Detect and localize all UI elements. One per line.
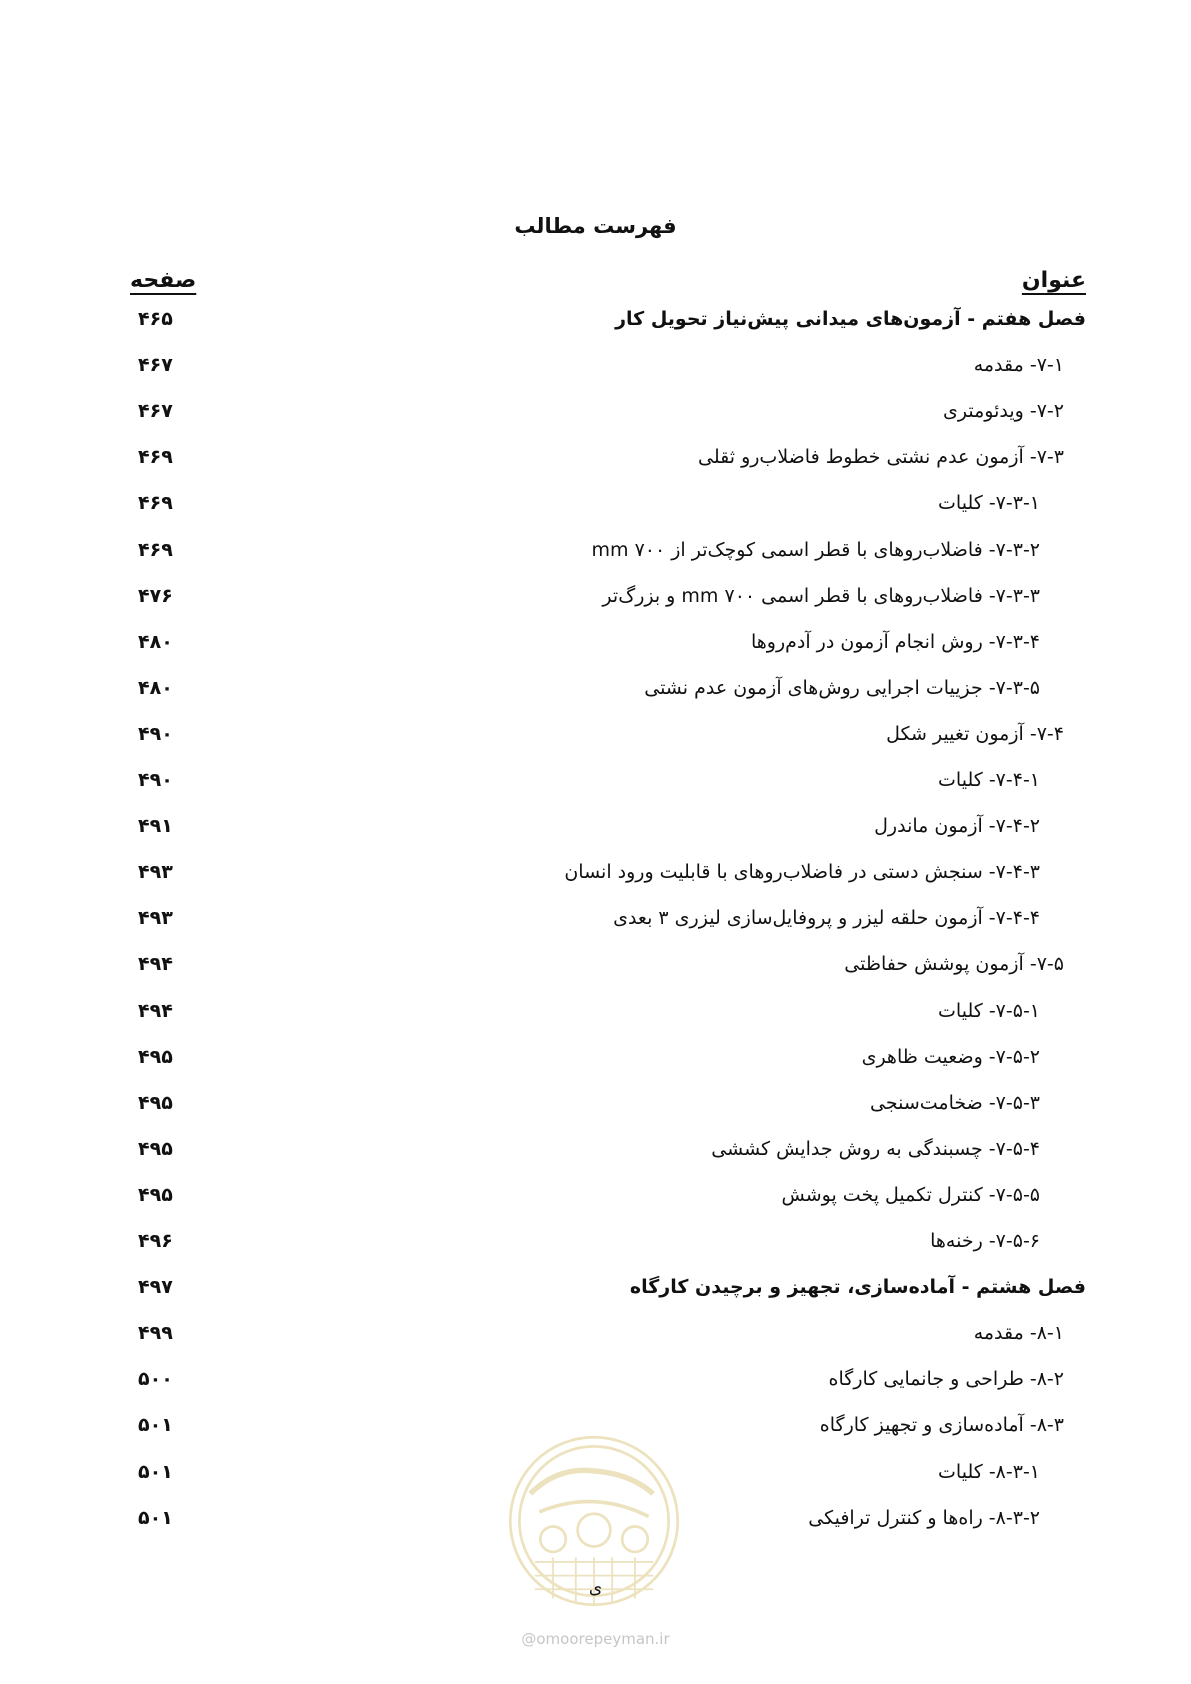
toc-entry [0,535,1191,575]
toc-entry [0,1226,1191,1266]
toc-entry [0,1042,1191,1082]
toc-entry [0,1318,1191,1358]
toc-entry-title: ۷-۵-۳- ضخامت‌سنجی [870,1091,1040,1114]
toc-entry [0,673,1191,713]
toc-entry [0,811,1191,851]
toc-entry-page: ۵۰۰ [138,1368,173,1391]
toc-entry-title: ۸-۳-۲- راه‌ها و کنترل ترافیکی [808,1506,1040,1529]
toc-entry [0,1180,1191,1220]
toc-entry-page: ۴۸۰ [138,630,173,653]
toc-entry [0,996,1191,1036]
toc-entry-title: ۷-۳- آزمون عدم نشتی خطوط فاضلاب‌رو ثقلی [698,446,1064,469]
toc-entry-title: ۷-۵-۶- رخنه‌ها [930,1230,1040,1252]
toc-entry-title: ۷-۳-۴- روش انجام آزمون در آدم‌روها [750,630,1040,653]
toc-entry [0,581,1191,621]
toc-entry-page: ۴۹۹ [138,1322,173,1345]
toc-entry-title: ۷-۳-۵- جزییات اجرایی روش‌های آزمون عدم نشتی [644,676,1040,699]
toc-entry [0,1272,1191,1312]
page-number: ی [588,1578,603,1598]
toc-entry-title: ۷-۵-۴- چسبندگی به روش جدایش کششی [711,1137,1040,1160]
toc-entry-page: ۴۹۰ [138,722,173,745]
toc-entry [0,442,1191,482]
toc-entry-title: ۷-۲- ویدئومتری [943,400,1064,423]
toc-entry-page: ۴۹۷ [138,1276,173,1299]
toc-entry [0,1364,1191,1404]
toc-entry [0,1088,1191,1128]
toc-entry-page: ۴۶۹ [138,538,173,561]
watermark-url: @omoorepeyman.ir [521,1630,670,1648]
toc-entry-title: ۸-۳- آماده‌سازی و تجهیز کارگاه [819,1414,1064,1437]
toc-entry [0,488,1191,528]
toc-entry-title: ۸-۱- مقدمه [973,1322,1064,1345]
toc-entry-page: ۵۰۱ [138,1414,173,1437]
toc-entry-title: ۷-۴-۳- سنجش دستی در فاضلاب‌روهای با قابلیت ورود انسان [564,861,1040,884]
toc-entry-page: ۴۹۴ [138,953,173,976]
toc-entry [0,627,1191,667]
toc-entry-title: ۷-۵-۵- کنترل تکمیل پخت پوشش [781,1183,1040,1206]
toc-entry-title: ۸-۳-۱- کلیات [938,1460,1040,1483]
toc-entry-title: ۷-۵-۲- وضعیت ظاهری [861,1045,1040,1068]
column-header-title: عنوان [1021,268,1086,293]
toc-entry-page: ۴۹۵ [138,1183,173,1206]
toc-entry-title: فصل هشتم - آماده‌سازی، تجهیز و برچیدن کارگاه [629,1276,1086,1299]
toc-entry-page: ۴۶۷ [138,354,173,377]
toc-entry [0,765,1191,805]
toc-entry [0,949,1191,989]
toc-entry [0,304,1191,344]
toc-entry [0,1134,1191,1174]
toc-entry-title: ۷-۴-۲- آزمون ماندرل [874,815,1040,838]
toc-entry-title: ۷-۳-۲- فاضلاب‌روهای با قطر اسمی کوچک‌تر از ۷۰۰ mm [591,538,1040,561]
toc-entry-page: ۴۹۵ [138,1045,173,1068]
toc-entry-page: ۴۹۴ [138,999,173,1022]
toc-entry-title: ۷-۴-۱- کلیات [938,769,1040,791]
toc-entry-page: ۴۹۰ [138,769,173,791]
toc-entry-page: ۴۷۶ [138,584,173,607]
toc-entry-title: ۸-۲- طراحی و جانمایی کارگاه [828,1368,1064,1391]
toc-entry-page: ۵۰۱ [138,1506,173,1529]
toc-entry-page: ۴۹۵ [138,1091,173,1114]
toc-entry-page: ۴۶۵ [138,308,173,330]
toc-entry-title: ۷-۴- آزمون تغییر شکل [886,722,1064,745]
toc-entry-page: ۴۸۰ [138,676,173,699]
toc-entry-title: ۷-۵- آزمون پوشش حفاظتی [844,953,1064,976]
toc-entry-page: ۴۶۹ [138,492,173,515]
toc-entry-title: فصل هفتم - آزمون‌های میدانی پیش‌نیاز تحویل کار [615,308,1086,330]
toc-entry-page: ۴۶۷ [138,400,173,423]
toc-entry [0,396,1191,436]
toc-entry-page: ۵۰۱ [138,1460,173,1483]
toc-entry-title: ۷-۳-۱- کلیات [938,492,1040,515]
toc-entry-title: ۷-۵-۱- کلیات [938,999,1040,1022]
toc-entry-page: ۴۹۶ [138,1230,173,1252]
toc-entry-title: ۷-۳-۳- فاضلاب‌روهای با قطر اسمی ۷۰۰ mm و بزرگ‌تر [602,584,1040,607]
toc-entry [0,719,1191,759]
toc-entry-page: ۴۹۱ [138,815,173,838]
toc-entry-title: ۷-۱- مقدمه [973,354,1064,377]
toc-entry [0,857,1191,897]
toc-entry-page: ۴۶۹ [138,446,173,469]
toc-entry-title: ۷-۴-۴- آزمون حلقه لیزر و پروفایل‌سازی لیزری ۳ بعدی [613,907,1040,930]
toc-entry-page: ۴۹۳ [138,907,173,930]
column-header-page: صفحه [130,268,197,293]
toc-entry [0,903,1191,943]
page-title: فهرست مطالب [514,214,677,238]
toc-entry-page: ۴۹۵ [138,1137,173,1160]
toc-entry [0,350,1191,390]
toc-entry-page: ۴۹۳ [138,861,173,884]
